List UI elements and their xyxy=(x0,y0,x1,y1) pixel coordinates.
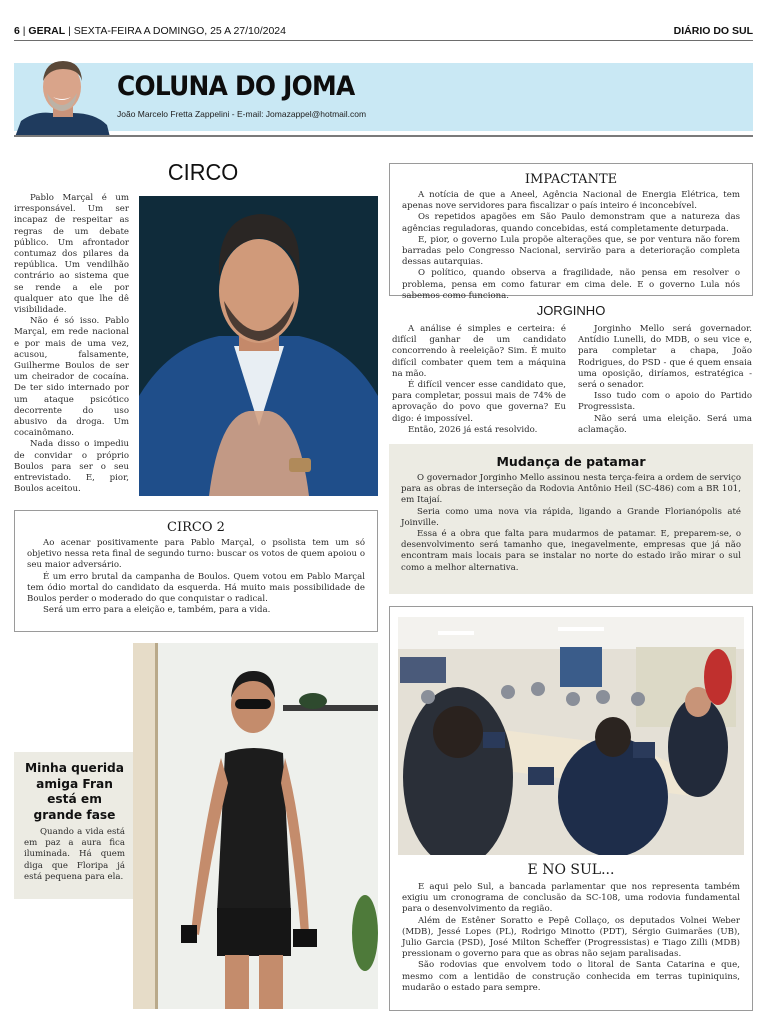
article-body-mudanca-de-patamar xyxy=(401,473,741,574)
article-body-jorginho xyxy=(392,324,752,436)
article-body-e-no-sul xyxy=(398,882,744,994)
paragraph: Isso tudo com o apoio do Partido Progressista. xyxy=(578,391,752,413)
article-title-circo: CIRCO xyxy=(167,159,239,185)
paragraph: Essa é a obra que falta para mudarmos de patamar. E, preparem-se, o desenvolvimento será tamanho que, inegavelmente, empresas que já não encontram mais locais para se instalar no norte do estado irão mirar o sul como a melhor alternativa. xyxy=(401,529,741,573)
article-box-e-no-sul xyxy=(389,606,753,1011)
paragraph: Jorginho Mello será governador. Antídio Lunelli, do MDB, o seu vice e, para completar a chapa, João Rodrigues, do PSD - que é quem ensaia uma oposição, diríamos, estratégica - será o senador. xyxy=(578,324,752,391)
article-box-fran xyxy=(14,752,133,899)
fran-photo xyxy=(133,643,378,1009)
paragraph: Não é só isso. Pablo Marçal, em rede nacional e por mais de uma vez, acusou, falsamente, Guilherme Boulos de ser um cheirador de cocaína. De ter sido internado por um ataque psicótico decorrente do uso abusivo da droga. Um cocainômano. xyxy=(14,316,129,439)
article-title-e-no-sul: E NO SUL... xyxy=(527,862,615,878)
column-byline: João Marcelo Fretta Zappelini - E-mail: Jomazappel@hotmail.com xyxy=(117,109,367,119)
paragraph: São rodovias que envolvem todo o litoral de Santa Catarina e que, mesmo com a lentidão de construção conhecida em terras tupiniquins, mudarão o estado para sempre. xyxy=(402,960,740,993)
meeting-photo xyxy=(398,617,744,855)
text-column-1 xyxy=(392,324,566,436)
text-column-2 xyxy=(578,324,752,436)
author-photo xyxy=(15,55,110,137)
paragraph: Os repetidos apagões em São Paulo demonstram que a natureza das agências reguladoras, quando concebidas, está completamente deturpada. xyxy=(402,212,740,234)
paragraph: E, pior, o governo Lula propõe alterações que, se por ventura não forem barradas pelo Congresso Nacional, servirão para a deterioração completa dessas autarquias. xyxy=(402,234,740,268)
article-title-mudanca-de-patamar: Mudança de patamar xyxy=(496,454,646,469)
paragraph: Além de Estêner Soratto e Pepê Collaço, os deputados Volnei Weber (MDB), Jessé Lopes (PL), Rodrigo Minotto (PDT), Sérgio Guimarães (UB), Julio Garcia (PSD), José Milton Scheffer (Progressistas) e Tiago Zilli (MDB) pressionam o governo para que as obras não sejam paralisadas. xyxy=(402,915,740,960)
article-body-impactante xyxy=(402,190,740,302)
section-name: GERAL xyxy=(28,25,66,37)
masthead-divider xyxy=(14,135,753,137)
article-body-circo xyxy=(14,193,129,495)
article-body-circo-2 xyxy=(27,538,365,616)
issue-date: SEXTA-FEIRA A DOMINGO, 25 A 27/10/2024 xyxy=(73,25,286,37)
paragraph: É difícil vencer esse candidato que, para completar, possui mais de 74% de aprovação do povo que governa? Eu digo: é impossível. xyxy=(392,380,566,424)
paragraph: Pablo Marçal é um irresponsável. Um ser incapaz de respeitar as regras de um debate público. Um afrontador contumaz dos pilares da república. Um vendilhão contrário ao sistema que se rende a ele por qualquer ato que lhe dê visibilidade. xyxy=(14,193,129,316)
paragraph: A notícia de que a Aneel, Agência Nacional de Energia Elétrica, tem apenas nove servidores para fiscalizar o país inteiro é inconcebível. xyxy=(402,190,740,212)
paragraph: O político, quando observa a fragilidade, não pensa em resolver o problema, pensa em como faturar em cima dele. E o governo Lula nós sabemos como funciona. xyxy=(402,268,740,301)
article-title-fran: Minha querida amiga Fran está em grande fase xyxy=(25,761,124,822)
paragraph: Seria como uma nova via rápida, ligando a Grande Florianópolis até Joinville. xyxy=(401,506,741,528)
page-folio xyxy=(14,22,753,40)
folio-divider xyxy=(14,40,753,41)
folio-separator: | xyxy=(22,25,29,37)
circo-portrait-photo xyxy=(139,196,378,496)
paragraph: Ao acenar positivamente para Pablo Marçal, o psolista tem um só objetivo nessa reta final de segundo turno: buscar os votos de quem apoiou o seu maior adversário. xyxy=(27,538,365,571)
article-title-impactante: IMPACTANTE xyxy=(524,172,618,187)
paragraph: Quando a vida está em paz a aura fica iluminada. Há quem diga que Floripa já está pequena para ela. xyxy=(24,827,125,882)
article-box-impactante xyxy=(389,163,753,301)
paragraph: A análise é simples e certeira: é difícil ganhar de um candidato concorrendo à reeleição? Sim. É muito difícil combater quem tem a máquina na mão. xyxy=(392,324,566,379)
paragraph: Então, 2026 já está resolvido. xyxy=(408,424,538,435)
article-title-jorginho: JORGINHO xyxy=(536,303,606,318)
article-box-circo-2 xyxy=(14,510,378,632)
paragraph: É um erro brutal da campanha de Boulos. Quem votou em Pablo Marçal tem ódio mortal do candidato da esquerda. Há muito mais possibilidade de Boulos perder o moderado do que conquistar o radical. xyxy=(27,571,365,605)
page-number: 6 xyxy=(14,25,20,37)
folio-left xyxy=(14,25,286,37)
paragraph: Nada disso o impediu de convidar o próprio Boulos para ser o seu entrevistado. E, pior, Boulos aceitou. xyxy=(14,439,129,495)
paragraph: E aqui pelo Sul, a bancada parlamentar que nos representa também exigiu um cronograma de conclusão da SC-108, uma rodovia fundamental para o desenvolvimento da região. xyxy=(402,882,740,915)
article-title-circo-2: CIRCO 2 xyxy=(167,520,225,535)
paragraph: Será um erro para a eleição e, também, para a vida. xyxy=(43,605,271,616)
folio-separator: | xyxy=(68,25,74,37)
article-body-fran xyxy=(24,827,125,883)
paragraph: Não será uma eleição. Será uma aclamação. xyxy=(578,413,752,435)
paragraph: O governador Jorginho Mello assinou nesta terça-feira a ordem de serviço para as obras de interseção da Rodovia Antônio Heil (SC-486) com a BR 101, em Itajaí. xyxy=(401,473,741,506)
column-title: COLUNA DO JOMA xyxy=(117,71,355,102)
article-box-mudanca-de-patamar xyxy=(389,444,753,594)
newspaper-name: DIÁRIO DO SUL xyxy=(673,25,753,37)
